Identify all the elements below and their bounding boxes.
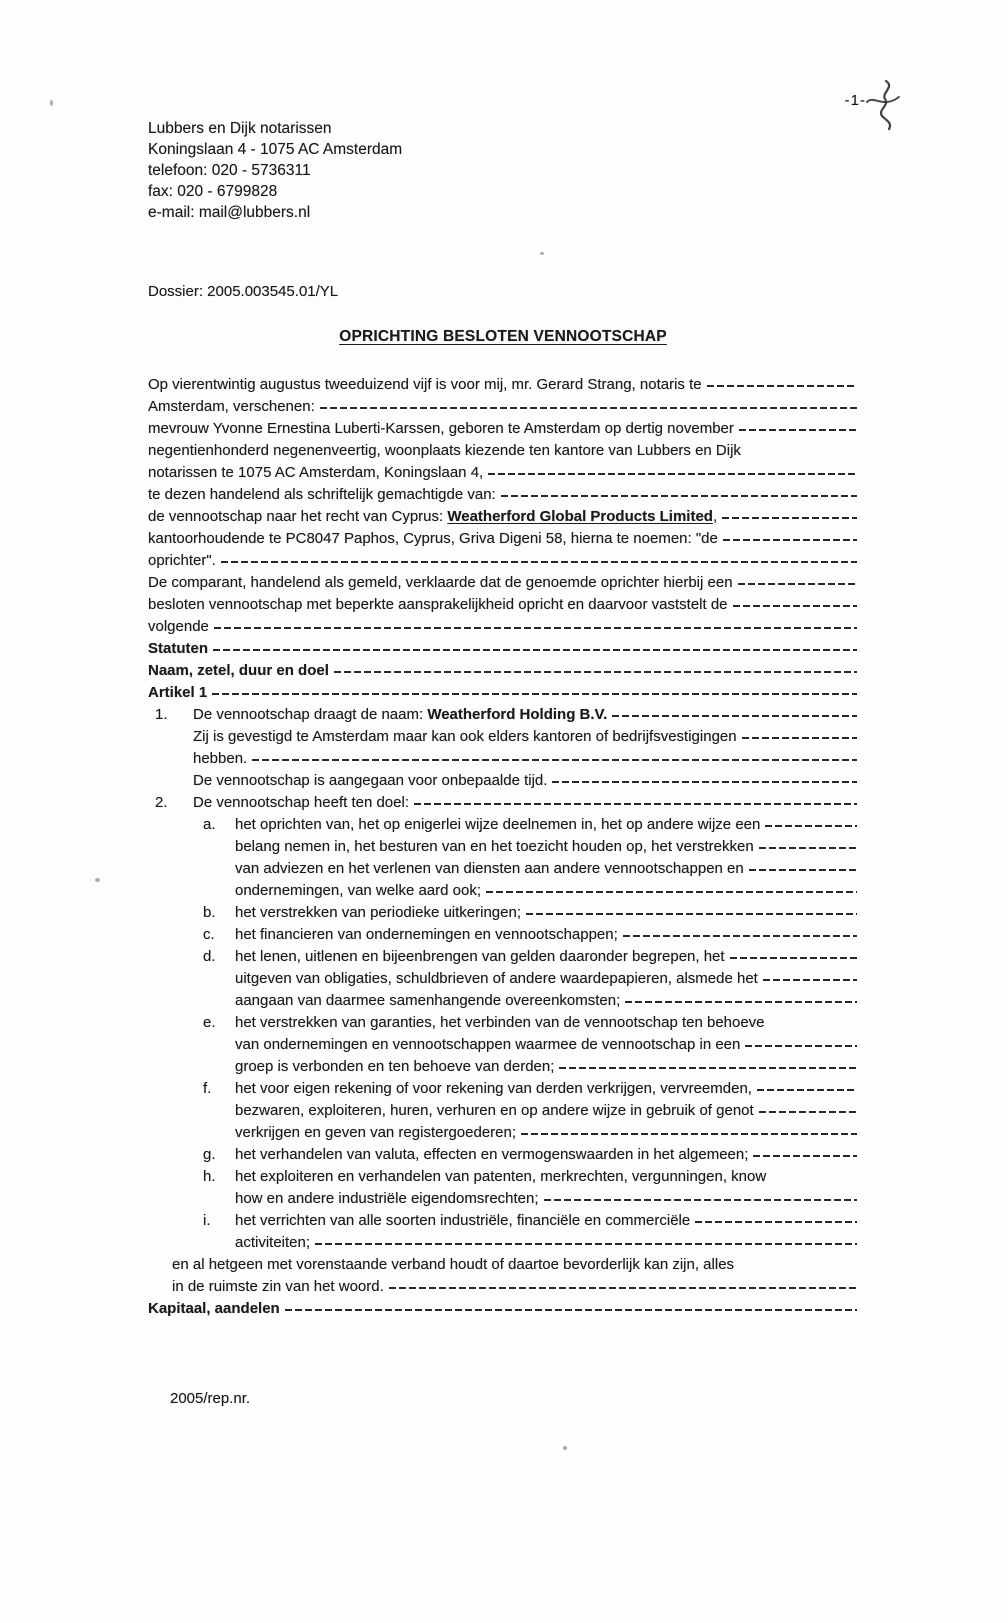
- body-line: [148, 440, 858, 462]
- text-segment: ,: [712, 508, 718, 525]
- body-line: [148, 1232, 858, 1254]
- body-line: [148, 704, 858, 726]
- body-line: [148, 550, 858, 572]
- dash-filler: [754, 836, 858, 858]
- body-line: [148, 572, 858, 594]
- dash-filler: [521, 902, 858, 924]
- list-label: f.: [203, 1080, 212, 1097]
- text-segment: bezwaren, exploiteren, huren, verhuren en op andere wijze in gebruik of genot: [235, 1102, 754, 1119]
- text-segment: in de ruimste zin van het woord.: [172, 1278, 384, 1295]
- body-line: [148, 902, 858, 924]
- letterhead-line: Koningslaan 4 - 1075 AC Amsterdam: [148, 141, 403, 158]
- text-segment: Weatherford Global Products Limited: [447, 508, 713, 525]
- text-segment: Amsterdam, verschenen:: [148, 398, 315, 415]
- text-segment: te dezen handelend als schriftelijk gemachtigde van:: [148, 486, 496, 503]
- list-label: h.: [203, 1168, 216, 1185]
- dash-filler: [607, 704, 858, 726]
- text-segment: negentienhonderd negenenveertig, woonplaats kiezende ten kantore van Lubbers en Dijk: [148, 442, 741, 459]
- text-segment: Weatherford Holding B.V.: [427, 706, 608, 723]
- line-text: [148, 550, 216, 572]
- line-text: [235, 968, 758, 990]
- body-line: [148, 726, 858, 748]
- dash-filler: [744, 858, 858, 880]
- dash-filler: [748, 1144, 858, 1166]
- dash-filler: [733, 572, 858, 594]
- text-segment: en al hetgeen met vorenstaande verband houdt of daartoe bevorderlijk kan zijn, alles: [172, 1256, 735, 1273]
- body-line: [148, 418, 858, 440]
- body-line: [148, 814, 858, 836]
- text-segment: het financieren van ondernemingen en vennootschappen;: [235, 926, 618, 943]
- body-line: [148, 924, 858, 946]
- text-segment: Naam, zetel, duur en doel: [148, 662, 329, 679]
- body-line: [148, 1188, 858, 1210]
- line-text: [148, 594, 728, 616]
- text-segment: Kapitaal, aandelen: [148, 1300, 280, 1317]
- dash-filler: [760, 814, 858, 836]
- line-text: [148, 616, 209, 638]
- footer-reference: 2005/rep.nr.: [170, 1390, 251, 1407]
- line-text: [235, 946, 725, 968]
- dash-filler: [740, 1034, 858, 1056]
- letterhead-line: telefoon: 020 - 5736311: [148, 162, 311, 179]
- text-segment: verkrijgen en geven van registergoederen;: [235, 1124, 517, 1141]
- text-segment: Zij is gevestigd te Amsterdam maar kan ook elders kantoren of bedrijfsvestigingen: [193, 728, 737, 745]
- line-text: [148, 1298, 280, 1320]
- letterhead-line: Lubbers en Dijk notarissen: [148, 120, 332, 137]
- dash-filler: [280, 1298, 858, 1320]
- body-line: [148, 462, 858, 484]
- letterhead: [148, 118, 858, 223]
- text-segment: mevrouw Yvonne Ernestina Luberti-Karssen, geboren te Amsterdam op dertig november: [148, 420, 734, 437]
- line-text: [235, 990, 620, 1012]
- body-line: [148, 748, 858, 770]
- text-segment: Op vierentwintig augustus tweeduizend vijf is voor mij, mr. Gerard Strang, notaris te: [148, 376, 702, 393]
- body-line: [148, 396, 858, 418]
- dash-filler: [208, 638, 858, 660]
- text-segment: volgende: [148, 618, 209, 635]
- list-label: 1.: [155, 706, 168, 723]
- text-segment: het lenen, uitlenen en bijeenbrengen van gelden daaronder begrepen, het: [235, 948, 725, 965]
- body-line: [148, 858, 858, 880]
- body-line: [148, 880, 858, 902]
- dash-filler: [310, 1232, 858, 1254]
- body-line: [148, 660, 858, 682]
- page-number: -1-: [844, 92, 866, 109]
- list-label: 2.: [155, 794, 168, 811]
- body-line: [148, 1122, 858, 1144]
- dash-filler: [207, 682, 858, 704]
- line-text: [148, 638, 208, 660]
- line-text: [235, 1122, 516, 1144]
- line-text: [193, 792, 409, 814]
- dash-filler: [618, 924, 858, 946]
- letterhead-line: fax: 020 - 6799828: [148, 183, 278, 200]
- line-text: [235, 1100, 754, 1122]
- body-line: [148, 484, 858, 506]
- body-line: [148, 792, 858, 814]
- text-segment: hebben.: [193, 750, 248, 767]
- text-segment: notarissen te 1075 AC Amsterdam, Koningslaan 4,: [148, 464, 484, 481]
- text-segment: belang nemen in, het besturen van en het toezicht houden op, het verstrekken: [235, 838, 754, 855]
- dash-filler: [734, 418, 858, 440]
- body-line: [148, 836, 858, 858]
- line-text: [235, 836, 754, 858]
- dash-filler: [216, 550, 858, 572]
- text-segment: de vennootschap naar het recht van Cyprus:: [148, 508, 448, 525]
- line-text: [235, 880, 481, 902]
- line-text: [235, 1188, 539, 1210]
- text-segment: how en andere industriële eigendomsrechten;: [235, 1190, 539, 1207]
- dash-filler: [728, 594, 858, 616]
- dash-filler: [754, 1100, 858, 1122]
- text-segment: oprichter".: [148, 552, 216, 569]
- dash-filler: [752, 1078, 858, 1100]
- line-text: [148, 440, 741, 462]
- dash-filler: [481, 880, 858, 902]
- list-label: d.: [203, 948, 216, 965]
- text-segment: van adviezen en het verlenen van diensten aan andere vennootschappen en: [235, 860, 744, 877]
- body-line: [148, 1298, 858, 1320]
- text-segment: het voor eigen rekening of voor rekening van derden verkrijgen, vervreemden,: [235, 1080, 752, 1097]
- list-label: c.: [203, 926, 215, 943]
- dash-filler: [725, 946, 858, 968]
- dash-filler: [547, 770, 858, 792]
- line-text: [235, 902, 521, 924]
- line-text: [193, 726, 737, 748]
- dash-filler: [329, 660, 858, 682]
- text-segment: De vennootschap heeft ten doel:: [193, 794, 409, 811]
- list-label: b.: [203, 904, 216, 921]
- text-segment: het oprichten van, het op enigerlei wijze deelnemen in, het op andere wijze een: [235, 816, 761, 833]
- text-segment: van ondernemingen en vennootschappen waarmee de vennootschap in een: [235, 1036, 741, 1053]
- list-label: g.: [203, 1146, 216, 1163]
- line-text: [235, 858, 744, 880]
- line-text: [148, 660, 329, 682]
- line-text: [235, 1056, 554, 1078]
- line-text: [148, 528, 718, 550]
- text-segment: groep is verbonden en ten behoeve van derden;: [235, 1058, 555, 1075]
- dash-filler: [539, 1188, 858, 1210]
- line-text: [148, 418, 734, 440]
- body-line: [148, 1012, 858, 1034]
- list-label: i.: [203, 1212, 211, 1229]
- text-segment: kantoorhoudende te PC8047 Paphos, Cyprus, Griva Digeni 58, hierna te noemen: "de: [148, 530, 718, 547]
- text-segment: activiteiten;: [235, 1234, 311, 1251]
- line-text: [235, 1078, 752, 1100]
- line-text: [172, 1254, 734, 1276]
- body-line: [148, 506, 858, 528]
- body-line: [148, 616, 858, 638]
- body-line: [148, 770, 858, 792]
- dossier-number: Dossier: 2005.003545.01/YL: [148, 283, 339, 300]
- dash-filler: [209, 616, 858, 638]
- line-text: [235, 924, 618, 946]
- text-segment: het exploiteren en verhandelen van patenten, merkrechten, vergunningen, know: [235, 1168, 767, 1185]
- dash-filler: [758, 968, 858, 990]
- body-line: [148, 1210, 858, 1232]
- body-line: [148, 946, 858, 968]
- body-line: [148, 594, 858, 616]
- body-line: [148, 1056, 858, 1078]
- dash-filler: [554, 1056, 858, 1078]
- text-segment: De vennootschap draagt de naam:: [193, 706, 428, 723]
- dash-filler: [702, 374, 858, 396]
- body-line: [148, 638, 858, 660]
- document-body: [148, 374, 858, 1320]
- text-segment: Statuten: [148, 640, 208, 657]
- dash-filler: [516, 1122, 858, 1144]
- line-text: [148, 572, 733, 594]
- dash-filler: [496, 484, 858, 506]
- body-line: [148, 1034, 858, 1056]
- dash-filler: [409, 792, 858, 814]
- body-line: [148, 374, 858, 396]
- letterhead-line: e-mail: mail@lubbers.nl: [148, 204, 311, 221]
- line-text: [148, 374, 702, 396]
- body-line: [148, 1144, 858, 1166]
- body-line: [148, 1100, 858, 1122]
- line-text: [235, 1144, 748, 1166]
- line-text: [148, 462, 483, 484]
- document-title: OPRICHTING BESLOTEN VENNOOTSCHAP: [339, 328, 667, 345]
- body-line: [148, 968, 858, 990]
- body-line: [148, 1276, 858, 1298]
- dash-filler: [247, 748, 858, 770]
- text-segment: het verhandelen van valuta, effecten en vermogenswaarden in het algemeen;: [235, 1146, 749, 1163]
- body-line: [148, 682, 858, 704]
- line-text: [235, 1012, 765, 1034]
- line-text: [235, 814, 760, 836]
- text-segment: het verstrekken van garanties, het verbinden van de vennootschap ten behoeve: [235, 1014, 765, 1031]
- text-segment: uitgeven van obligaties, schuldbrieven of andere waardepapieren, alsmede het: [235, 970, 758, 987]
- text-segment: aangaan van daarmee samenhangende overeenkomsten;: [235, 992, 621, 1009]
- line-text: [172, 1276, 384, 1298]
- line-text: [193, 770, 547, 792]
- line-text: [148, 396, 315, 418]
- line-text: [148, 506, 717, 528]
- line-text: [148, 682, 207, 704]
- dash-filler: [483, 462, 858, 484]
- body-line: [148, 1254, 858, 1276]
- dash-filler: [315, 396, 858, 418]
- text-segment: De comparant, handelend als gemeld, verklaarde dat de genoemde oprichter hierbij een: [148, 574, 733, 591]
- dash-filler: [690, 1210, 858, 1232]
- line-text: [235, 1232, 310, 1254]
- line-text: [193, 748, 247, 770]
- text-segment: het verrichten van alle soorten industriële, financiële en commerciële: [235, 1212, 691, 1229]
- list-label: a.: [203, 816, 216, 833]
- text-segment: De vennootschap is aangegaan voor onbepaalde tijd.: [193, 772, 548, 789]
- text-segment: het verstrekken van periodieke uitkeringen;: [235, 904, 521, 921]
- line-text: [193, 704, 607, 726]
- line-text: [235, 1034, 740, 1056]
- line-text: [235, 1166, 766, 1188]
- text-segment: Artikel 1: [148, 684, 208, 701]
- text-segment: besloten vennootschap met beperkte aansprakelijkheid opricht en daarvoor vaststelt de: [148, 596, 728, 613]
- dash-filler: [384, 1276, 858, 1298]
- dash-filler: [620, 990, 858, 1012]
- body-line: [148, 990, 858, 1012]
- line-text: [148, 484, 496, 506]
- body-line: [148, 1166, 858, 1188]
- line-text: [235, 1210, 690, 1232]
- dash-filler: [717, 506, 858, 528]
- dash-filler: [737, 726, 858, 748]
- list-label: e.: [203, 1014, 216, 1031]
- text-segment: ondernemingen, van welke aard ook;: [235, 882, 481, 899]
- body-line: [148, 528, 858, 550]
- body-line: [148, 1078, 858, 1100]
- dash-filler: [718, 528, 858, 550]
